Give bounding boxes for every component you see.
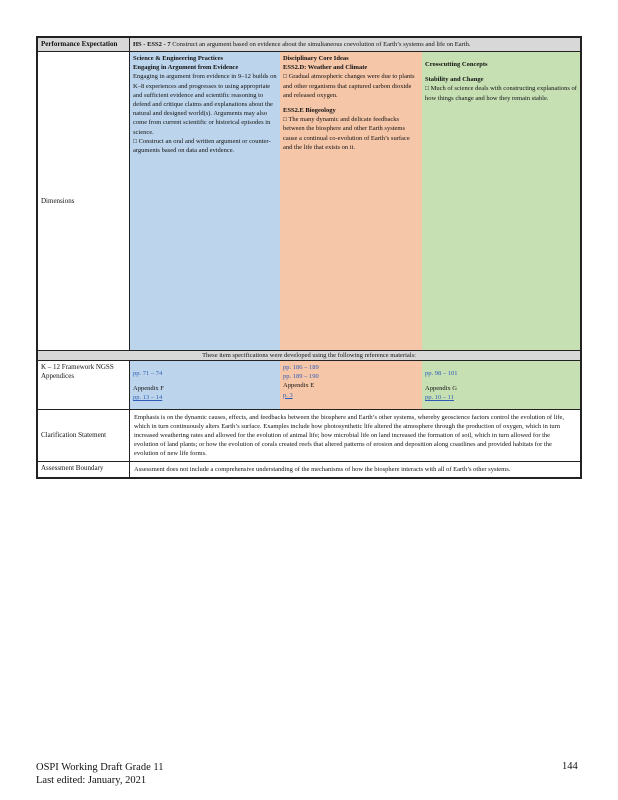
performance-label: Performance Expectation <box>38 38 130 51</box>
sep-column <box>130 52 280 350</box>
references-ccc <box>422 361 580 409</box>
footer-title: OSPI Working Draft Grade 11 <box>36 762 164 773</box>
page-number: 144 <box>562 761 578 772</box>
assessment-row <box>38 462 580 477</box>
ref2-page[interactable]: p. 3 <box>283 391 293 399</box>
dci-sub1: ESS2.D: Weather and Climate <box>283 64 368 72</box>
ref3-pages[interactable]: pp. 98 – 101 <box>425 370 458 377</box>
performance-row <box>38 38 580 52</box>
references-columns <box>130 361 580 409</box>
references-row <box>38 361 580 410</box>
ccc-bullet: □ Much of science deals with constructing explanations of how things change and how they remain stable. <box>425 84 577 102</box>
ref2-pages1[interactable]: pp. 186 – 189 <box>283 364 319 371</box>
sep-title: Science & Engineering Practices <box>133 55 224 62</box>
sep-bullet: □ Construct an oral and written argument or counter-arguments based on data and evidence. <box>133 137 277 155</box>
ref1-appendix: Appendix F <box>133 385 164 393</box>
dimensions-row <box>38 52 580 351</box>
references-sep <box>130 361 280 409</box>
assessment-text: Assessment does not include a comprehensive understanding of the mechanisms of how the biosphere interacts with all of Earth’s other systems. <box>134 466 511 473</box>
performance-code: HS - ESS2 - 7 <box>133 41 171 48</box>
page-footer <box>36 761 163 787</box>
ccc-title: Crosscutting Concepts <box>425 61 488 68</box>
ccc-column <box>422 52 580 350</box>
ref1-pages[interactable]: pp. 71 – 74 <box>133 370 163 377</box>
dci-title: Disciplinary Core Ideas <box>283 55 349 62</box>
dimensions-label: Dimensions <box>38 52 130 350</box>
ref2-appendix: Appendix E <box>283 382 315 390</box>
clarification-row <box>38 410 580 462</box>
references-dci <box>280 361 422 409</box>
ccc-subtitle: Stability and Change <box>425 76 484 84</box>
assessment-label: Assessment Boundary <box>38 462 130 477</box>
sep-subtitle: Engaging in Argument from Evidence <box>133 64 239 72</box>
performance-body <box>130 38 580 51</box>
dci-bullet1: □ Gradual atmospheric changes were due to plants and other organisms that captured carbon dioxide and released oxygen. <box>283 72 419 100</box>
ref3-appendix: Appendix G <box>425 385 457 393</box>
dci-bullet2: □ The many dynamic and delicate feedbacks between the biosphere and other Earth systems cause a continual co-evolution of Earth’s surface and the life that exists on it. <box>283 115 419 152</box>
ref2-pages2[interactable]: pp. 189 – 190 <box>283 373 319 381</box>
clarification-label: Clarification Statement <box>38 410 130 461</box>
sep-text: Engaging in argument from evidence in 9–12 builds on K–8 experiences and progresses to using appropriate and sufficient evidence and scientific reasoning to defend and critique claims and explanations about the natural and designed world(s). Arguments may also come from current scientific or historical episodes in science. <box>133 73 277 136</box>
dci-sub2: ESS2.E Biogeology <box>283 107 336 115</box>
footer-edited: Last edited: January, 2021 <box>36 775 147 786</box>
dimensions-columns <box>130 52 580 350</box>
references-label: K – 12 Framework NGSS Appendices <box>38 361 130 409</box>
ref1-pages2[interactable]: pp. 13 – 14 <box>133 394 163 402</box>
sources-note: These item specifications were developed using the following reference materials: <box>38 351 580 360</box>
performance-text: Construct an argument based on evidence about the simultaneous coevolution of Earth’s systems and life on Earth. <box>172 41 471 48</box>
specification-table <box>36 36 582 479</box>
sources-row <box>38 351 580 361</box>
dci-column <box>280 52 422 350</box>
clarification-text: Emphasis is on the dynamic causes, effects, and feedbacks between the biosphere and Earth’s other systems, whereby geoscience factors control the evolution of life, which in turn continuously alters Earth’s surface. Examples include how photosynthetic life altered the atmosphere through the production of oxygen, which in turn increased weathering rates and allowed for the evolution of animal life; how microbial life on land increased the formation of soil, which in turn allowed for the evolution of land plants; or how the evolution of corals created reefs that altered patterns of erosion and deposition along coastlines and provided habitats for the evolution of new life forms. <box>134 414 565 457</box>
ref3-pages2[interactable]: pp. 10 – 11 <box>425 394 455 402</box>
